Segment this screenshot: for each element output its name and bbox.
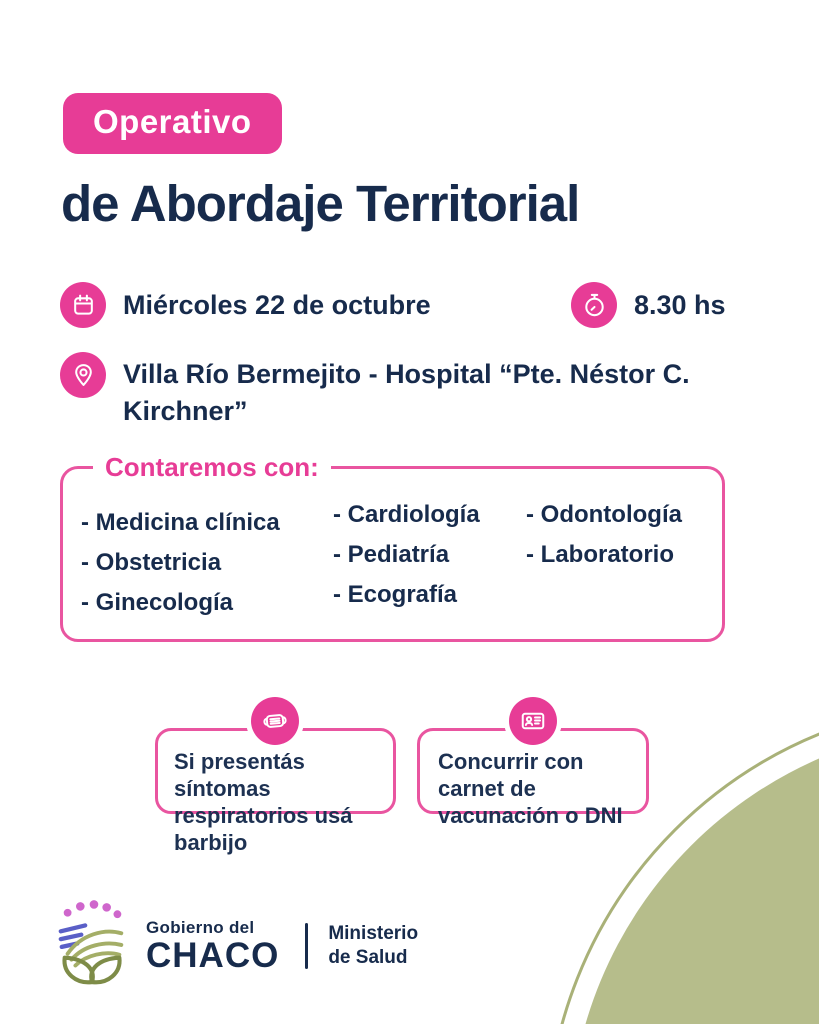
services-column-3 [526,495,704,623]
services-columns [81,493,704,623]
page-title: de Abordaje Territorial [61,175,580,232]
service-item: - Ecografía [333,581,458,608]
time-row [571,282,726,328]
chaco-wordmark: CHACO [146,935,280,975]
service-item: - Medicina clínica [81,509,280,536]
mask-notice-text: Si presentás síntomas respiratorios usá barbijo [174,749,353,855]
location-pin-icon [60,352,106,398]
services-box-title: Contaremos con: [105,452,319,482]
face-mask-icon [251,697,299,745]
footer-logos [52,896,418,995]
service-item: - Cardiología [333,501,480,528]
service-item: - Odontología [526,501,682,528]
service-item: - Pediatría [333,541,450,568]
gobierno-del-label: Gobierno del [146,917,255,937]
footer-divider [305,923,308,969]
service-item: - Laboratorio [526,541,674,568]
event-date: Miércoles 22 de octubre [123,289,431,320]
operativo-badge: Operativo [63,93,282,154]
stopwatch-icon [571,282,617,328]
id-card-icon [509,697,557,745]
location-row [60,352,735,430]
event-time: 8.30 hs [634,289,726,320]
service-item: - Obstetricia [81,549,222,576]
vaccination-notice-text: Concurrir con carnet de vacunación o DNI [438,749,623,828]
services-column-1 [81,495,333,623]
calendar-icon [60,282,106,328]
ministry-label: Ministerio de Salud [328,922,419,968]
services-box [60,452,725,642]
date-row [60,282,431,328]
event-location: Villa Río Bermejito - Hospital “Pte. Néstor C. Kirchner” [123,359,690,426]
service-item: - Ginecología [81,589,234,616]
services-column-2 [333,495,526,623]
chaco-government-logo-icon [52,896,134,995]
